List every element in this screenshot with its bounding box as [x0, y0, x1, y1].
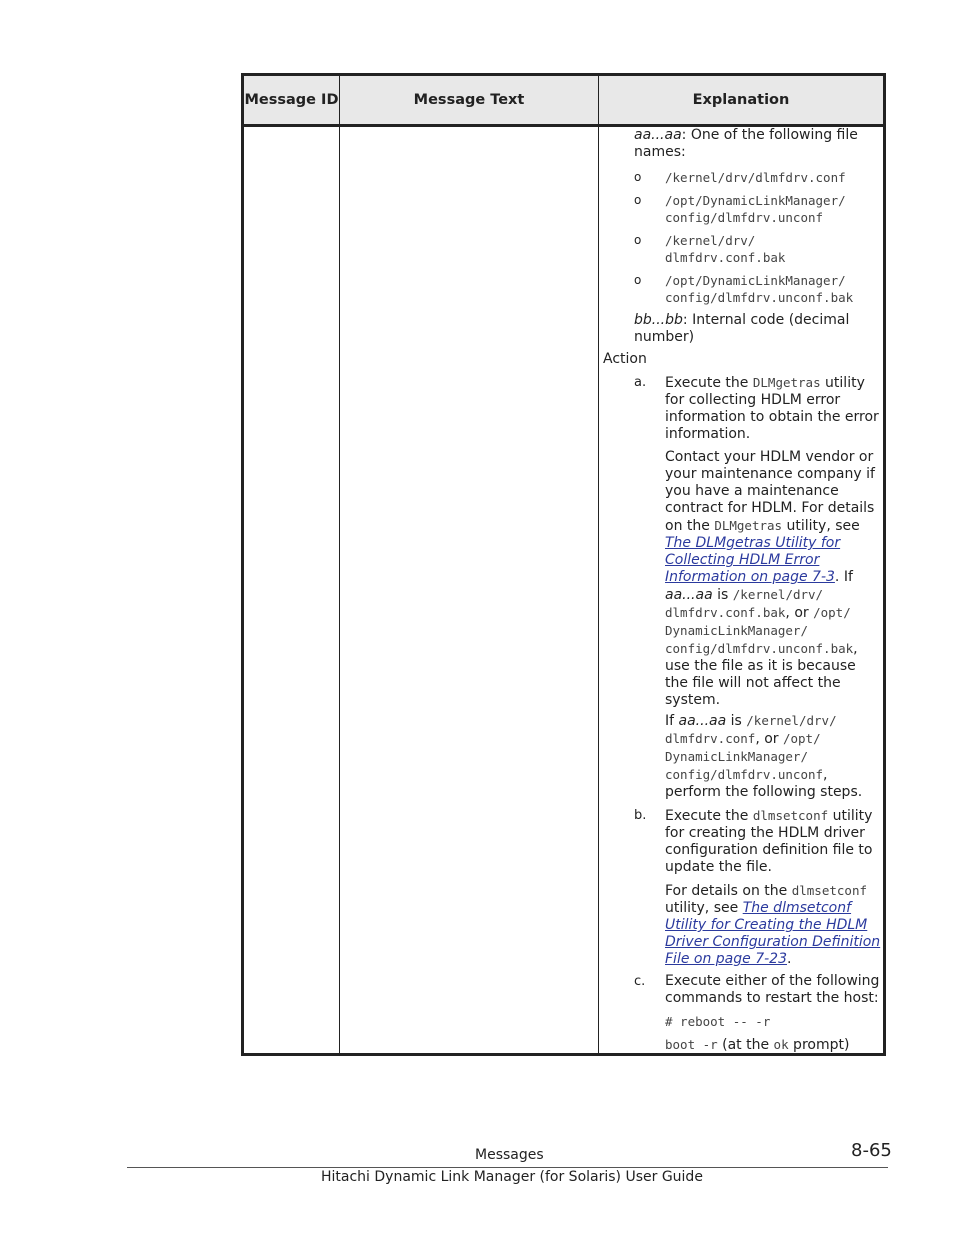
step-c-text [665, 973, 885, 1007]
text: utility, see [665, 900, 743, 916]
text: use the file as it is because [665, 658, 856, 674]
text: you have a maintenance [665, 483, 839, 499]
variable-aa: aa...aa [665, 587, 713, 603]
aa-desc-text: : One of the following file names: [634, 127, 858, 160]
text: utility, see [782, 518, 860, 534]
footer-section-title: Messages [475, 1147, 544, 1163]
bb-description [634, 312, 884, 346]
code: /opt/ [813, 605, 851, 620]
step-b-text [665, 807, 885, 876]
text: for creating the HDLM driver [665, 825, 865, 841]
code: DynamicLinkManager/ [665, 749, 808, 764]
text: is [712, 587, 733, 603]
text: information to obtain the error [665, 409, 879, 425]
link-text[interactable]: File on page 7-23 [665, 951, 787, 967]
text: . [786, 951, 792, 967]
header-message-id: Message ID [244, 91, 339, 108]
variable-aa: aa...aa [634, 127, 682, 143]
file-line: /opt/DynamicLinkManager/ [665, 273, 846, 288]
code: config/dlmfdrv.unconf [665, 767, 824, 782]
aa-description [634, 127, 884, 161]
step-c-letter: c. [634, 974, 646, 989]
text: information. [665, 426, 751, 442]
code: config/dlmfdrv.unconf.bak [665, 641, 854, 656]
step-a-letter: a. [634, 375, 647, 390]
text: , [853, 641, 858, 657]
text: For details on the [665, 883, 792, 899]
step-a-text [665, 374, 885, 443]
variable-aa: aa...aa [678, 713, 727, 729]
bb-desc-text: : Internal code (decimal [682, 312, 850, 328]
file-item [665, 169, 846, 186]
link-text[interactable]: Utility for Creating the HDLM [665, 917, 868, 933]
file-item [665, 272, 853, 306]
link-text[interactable]: Collecting HDLM Error [665, 552, 820, 568]
text: update the file. [665, 859, 772, 875]
file-line: /kernel/drv/ [665, 233, 756, 248]
text: for collecting HDLM error [665, 392, 841, 408]
link-text[interactable]: Driver Configuration Definition [665, 934, 881, 950]
command-boot [665, 1036, 885, 1054]
step-a-contact-paragraph [665, 449, 885, 709]
text: perform the following steps. [665, 784, 863, 800]
code: ok [773, 1037, 789, 1052]
variable-bb: bb...bb [634, 312, 683, 328]
text: Execute the [665, 808, 753, 824]
file-line: dlmfdrv.conf.bak [665, 250, 786, 265]
step-b-details-paragraph [665, 882, 885, 968]
code: dlmsetconf [791, 883, 867, 898]
message-table [241, 73, 886, 1056]
text: (at the [717, 1037, 774, 1053]
file-line: config/dlmfdrv.unconf.bak [665, 290, 854, 305]
header-message-text: Message Text [413, 91, 525, 108]
text: on the [665, 518, 715, 534]
file-item [665, 192, 846, 226]
code: dlmfdrv.conf [665, 731, 756, 746]
bullet-icon: o [634, 170, 642, 184]
text: . If [834, 569, 853, 585]
text: Contact your HDLM vendor or [665, 449, 874, 465]
column-divider [339, 76, 340, 1053]
file-line: /opt/DynamicLinkManager/ [665, 193, 846, 208]
text: configuration definition file to [665, 842, 873, 858]
code: boot -r [665, 1037, 718, 1052]
text: prompt) [788, 1037, 850, 1053]
text: your maintenance company if [665, 466, 875, 482]
bullet-icon: o [634, 273, 642, 287]
file-item [665, 232, 785, 266]
text: , or [755, 731, 783, 747]
step-a-if-paragraph [665, 712, 885, 801]
code: /opt/ [782, 731, 821, 746]
text: Execute the [665, 375, 753, 391]
text: utility [820, 375, 865, 391]
code: /kernel/drv/ [732, 587, 824, 602]
text: Execute either of the following [665, 973, 880, 989]
page-number: 8-65 [851, 1140, 892, 1161]
text: is [726, 713, 747, 729]
code: /kernel/drv/ [746, 713, 837, 728]
link-text[interactable]: Information on page 7-3 [665, 569, 835, 585]
link-text[interactable]: The dlmsetconf [742, 900, 852, 916]
code: dlmsetconf [752, 808, 829, 823]
text: contract for HDLM. For details [665, 500, 875, 516]
text: commands to restart the host: [665, 990, 879, 1006]
text: , [823, 767, 828, 783]
bullet-icon: o [634, 193, 642, 207]
file-line: /kernel/drv/dlmfdrv.conf [665, 170, 846, 185]
code: DynamicLinkManager/ [665, 623, 808, 638]
code: DLMgetras [714, 518, 783, 533]
header-explanation: Explanation [692, 91, 790, 108]
code: DLMgetras [752, 375, 821, 390]
text: If [665, 713, 679, 729]
link-dlmgetras-utility[interactable] [665, 535, 840, 585]
action-label: Action [603, 351, 647, 367]
footer-guide-title: Hitachi Dynamic Link Manager (for Solaris) User Guide [321, 1169, 703, 1185]
text: system. [665, 692, 721, 708]
text: the file will not affect the [665, 675, 841, 691]
code: dlmfdrv.conf.bak [665, 605, 786, 620]
text: , or [785, 605, 814, 621]
footer-divider [127, 1167, 888, 1168]
link-text[interactable]: The DLMgetras Utility for [665, 535, 841, 551]
step-b-letter: b. [634, 808, 647, 823]
bb-desc-text: number) [634, 329, 695, 345]
bullet-icon: o [634, 233, 642, 247]
text: utility [828, 808, 873, 824]
command-reboot: # reboot -- -r [665, 1014, 771, 1029]
column-divider [598, 76, 599, 1053]
file-line: config/dlmfdrv.unconf [665, 210, 824, 225]
